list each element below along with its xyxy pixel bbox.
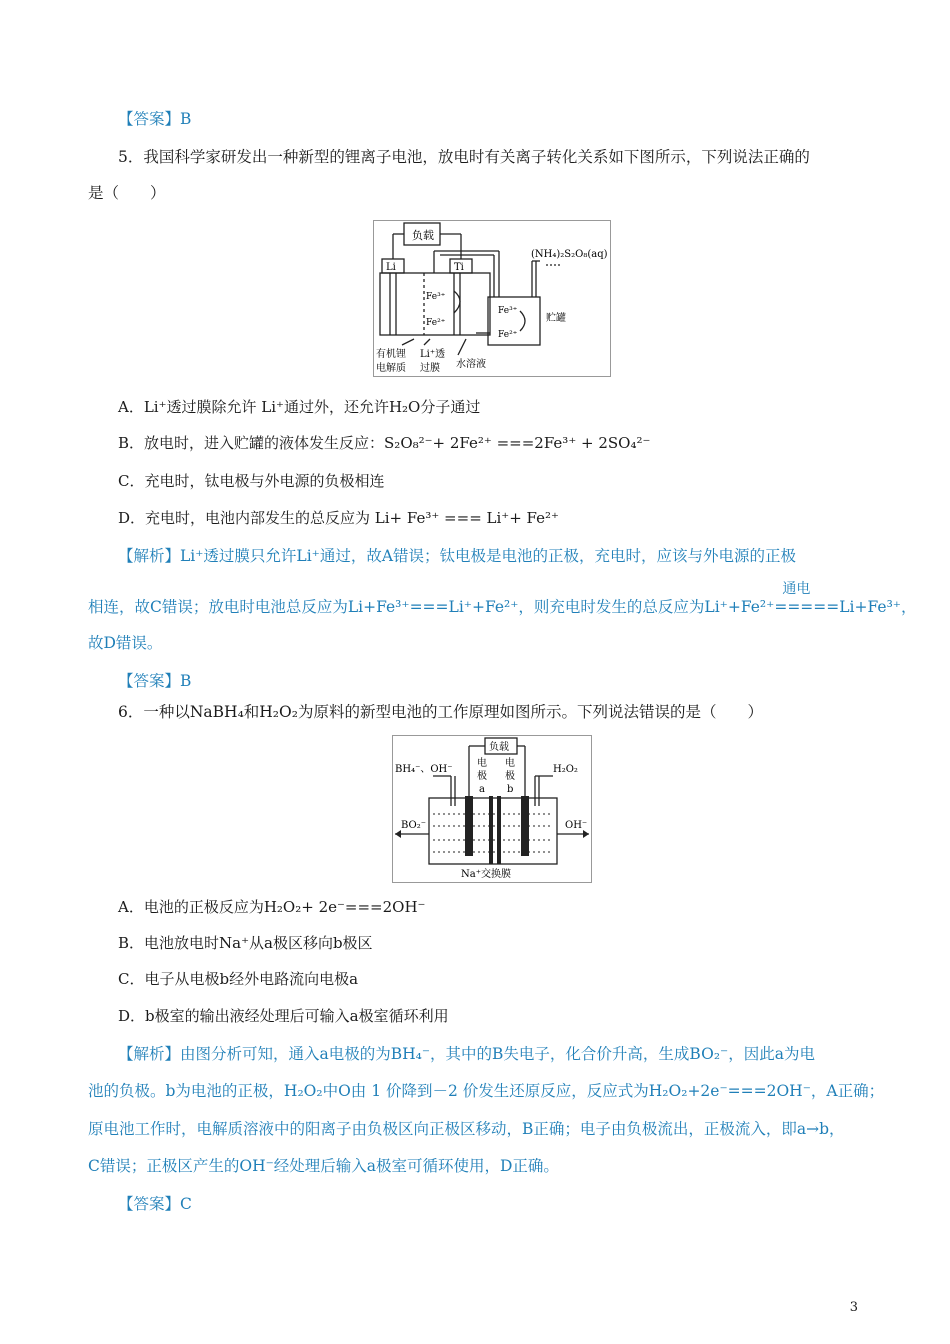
membrane-label-2: 过膜 (420, 363, 440, 374)
tank-fe2-label: Fe²⁺ (498, 330, 518, 340)
fe3-label: Fe³⁺ (426, 292, 446, 302)
electrode-a-label: a (479, 784, 485, 795)
electrode-b-char1: 电 (505, 758, 515, 769)
analysis-6-line3: 原电池工作时，电解质溶液中的阳离子由负极区向正极区移动，B正确；电子由负极流出，正极流入，即a→b， (88, 1120, 845, 1138)
analysis-5-line2-a: 相连，故C错误；放电时电池总反应为Li+Fe³⁺===Li⁺+Fe²⁺，则充电时发生的总反应为Li⁺+Fe²⁺ (88, 598, 775, 616)
analysis-6-line1: 【解析】由图分析可知，通入a电极的为BH₄⁻，其中的B失电子，化合价升高，生成BO₂⁻，因此a为电 (118, 1045, 815, 1063)
load-label: 负载 (489, 742, 509, 753)
analysis-6-line2: 池的负极。b为电池的正极，H₂O₂中O由 1 价降到－2 价发生还原反应，反应式为H₂O₂+2e⁻===2OH⁻，A正确； (88, 1082, 885, 1100)
page-number: 3 (849, 1300, 858, 1315)
answer-value: B (180, 110, 192, 128)
option-6d: D．b极室的输出液经处理后可输入a极室循环利用 (118, 1007, 449, 1025)
membrane-label-1: Li⁺透 (420, 349, 446, 360)
analysis-5-line3: 故D错误。 (88, 634, 163, 652)
answer-label: 【答案】 (118, 1195, 181, 1213)
reagent-label: (NH₄)₂S₂O₈(aq) (531, 249, 608, 260)
oh-output-label: OH⁻ (565, 820, 588, 831)
analysis-5-line2 (88, 581, 917, 618)
analysis-5-line1: 【解析】Li⁺透过膜只允许Li⁺通过，故A错误；钛电极是电池的正极，充电时，应该与外电源的正极 (118, 547, 797, 565)
organic-label-2: 电解质 (376, 363, 406, 374)
tank-fe3-label: Fe³⁺ (498, 306, 518, 316)
question-5-line2: 是（ ） (88, 184, 166, 202)
h2o2-input-label: H₂O₂ (553, 764, 578, 775)
answer-value: C (180, 1195, 192, 1213)
answer-value: B (180, 672, 192, 690)
fe2-label: Fe²⁺ (426, 318, 446, 328)
answer-label: 【答案】 (118, 672, 181, 690)
option-5d: D．充电时，电池内部发生的总反应为 Li+ Fe³⁺ === Li⁺+ Fe²⁺ (118, 509, 559, 527)
option-5b: B．放电时，进入贮罐的液体发生反应：S₂O₈²⁻+ 2Fe²⁺ ===2Fe³⁺ + 2SO₄²⁻ (118, 434, 651, 452)
analysis-5-line2-b: =====Li+Fe³⁺， (774, 598, 917, 616)
load-label: 负载 (412, 229, 434, 242)
tank-label: 贮罐 (546, 313, 566, 324)
option-5a: A．Li⁺透过膜除允许 Li⁺通过外，还允许H₂O分子通过 (118, 398, 481, 416)
figure-nabh4-battery (392, 735, 592, 883)
analysis-6-line4: C错误；正极区产生的OH⁻经处理后输入a极室可循环使用，D正确。 (88, 1157, 559, 1175)
membrane-label: Na⁺交换膜 (461, 869, 511, 880)
organic-label-1: 有机锂 (376, 349, 406, 360)
ti-electrode-label: Ti (454, 262, 464, 273)
electrode-b-label: b (507, 784, 514, 795)
option-6b: B．电池放电时Na⁺从a极区移向b极区 (118, 934, 373, 952)
charge-condition-label: 通电 (782, 581, 811, 597)
answer-label: 【答案】 (118, 110, 181, 128)
charge-condition (774, 581, 917, 618)
electrode-b-char2: 极 (505, 771, 515, 782)
answer-line-5 (118, 670, 191, 692)
li-electrode-label: Li (386, 262, 396, 273)
figure-lithium-battery (373, 220, 611, 377)
answer-line-1 (118, 108, 191, 130)
answer-line-6 (118, 1193, 192, 1215)
electrode-a-char2: 极 (477, 771, 487, 782)
electrode-a-char1: 电 (477, 758, 487, 769)
bo2-output-label: BO₂⁻ (401, 820, 427, 831)
question-6-line1: 6．一种以NaBH₄和H₂O₂为原料的新型电池的工作原理如图所示。下列说法错误的是（ ） (118, 703, 763, 721)
bh4-input-label: BH₄⁻、OH⁻ (395, 764, 453, 775)
option-5c: C．充电时，钛电极与外电源的负极相连 (118, 472, 385, 490)
option-6c: C．电子从电极b经外电路流向电极a (118, 970, 359, 988)
question-5-line1: 5．我国科学家研发出一种新型的锂离子电池，放电时有关离子转化关系如下图所示，下列说法正确的 (118, 148, 810, 166)
water-label: 水溶液 (456, 359, 486, 370)
option-6a: A．电池的正极反应为H₂O₂+ 2e⁻===2OH⁻ (118, 898, 426, 916)
